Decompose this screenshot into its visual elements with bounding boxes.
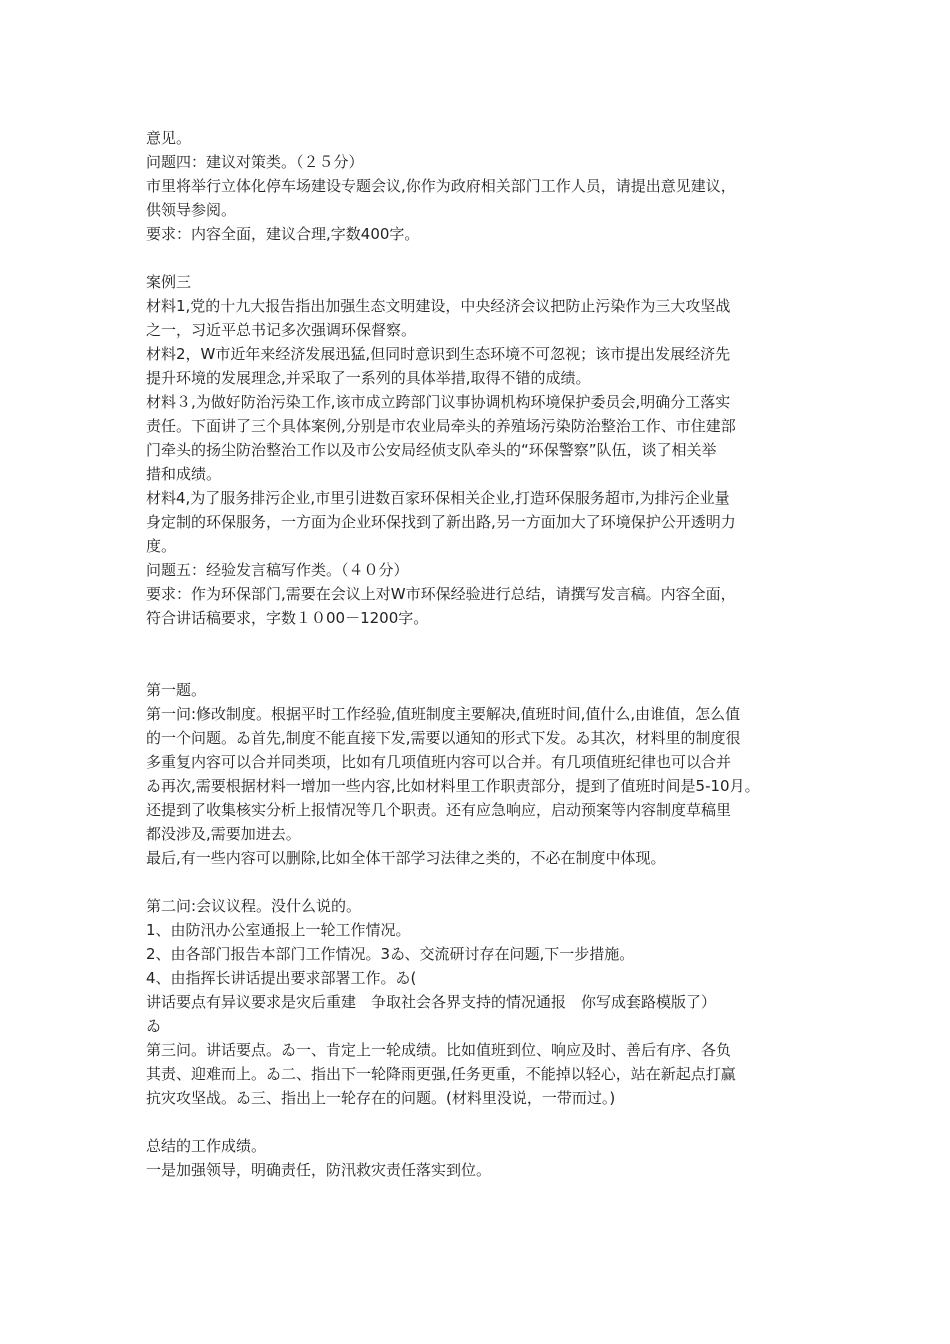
blank-line xyxy=(146,246,816,270)
text-line: 一是加强领导，明确责任，防汛救灾责任落实到位。 xyxy=(146,1161,492,1179)
text-line: 都没涉及,需要加进去。 xyxy=(146,825,301,843)
text-line: ゐ xyxy=(146,1017,162,1035)
text-line: 材料1,党的十九大报告指出加强生态文明建设，中央经济会议把防止污染作为三大攻坚战 xyxy=(146,297,731,315)
text-line: 第一问:修改制度。根据平时工作经验,值班制度主要解决,值班时间,值什么,由谁值，怎么值 xyxy=(146,705,741,723)
text-line: 之一，习近平总书记多次强调环保督察。 xyxy=(146,321,417,339)
text-line: 门牵头的扬尘防治整治工作以及市公安局经侦支队牵头的“环保警察”队伍，谈了相关举 xyxy=(146,441,717,459)
text-line: 要求：作为环保部门,需要在会议上对W市环保经验进行总结，请撰写发言稿。内容全面， xyxy=(146,585,736,603)
text-line: 还提到了收集核实分析上报情况等几个职责。还有应急响应，启动预案等内容制度草稿里 xyxy=(146,801,732,819)
text-line: 材料2，W市近年来经济发展迅猛,但同时意识到生态环境不可忽视；该市提出发展经济先 xyxy=(146,345,731,363)
text-line: 要求：内容全面，建议合理,字数400字。 xyxy=(146,225,420,243)
text-line: 符合讲话稿要求，字数１０00－1200字。 xyxy=(146,609,429,627)
agenda-item: 4、由指挥长讲话提出要求部署工作。ゐ( xyxy=(146,969,417,987)
text-line: 度。 xyxy=(146,537,177,555)
text-line: 其责、迎难而上。ゐ二、指出下一轮降雨更强,任务更重，不能掉以轻心，站在新起点打赢 xyxy=(146,1065,736,1083)
agenda-item: 1、由防汛办公室通报上一轮工作情况。 xyxy=(146,921,411,939)
text-line: 第三问。讲话要点。ゐ一、肯定上一轮成绩。比如值班到位、响应及时、善后有序、各负 xyxy=(146,1041,732,1059)
text-line: 抗灾攻坚战。ゐ三、指出上一轮存在的问题。(材料里没说，一带而过。) xyxy=(146,1089,616,1107)
text-line: 第二问:会议议程。没什么说的。 xyxy=(146,897,362,915)
blank-line xyxy=(146,654,816,678)
blank-line xyxy=(146,1110,816,1134)
blank-line xyxy=(146,630,816,654)
section-heading: 第一题。 xyxy=(146,681,207,699)
text-line: ゐ再次,需要根据材料一增加一些内容,比如材料里工作职责部分，提到了值班时间是5-10月。 xyxy=(146,777,760,795)
question-four-heading: 问题四：建议对策类。（２５分） xyxy=(146,153,364,171)
text-line: 多重复内容可以合并同类项，比如有几项值班内容可以合并。有几项值班纪律也可以合并 xyxy=(146,753,732,771)
text-line: 市里将举行立体化停车场建设专题会议,你作为政府相关部门工作人员，请提出意见建议， xyxy=(146,177,736,195)
text-line: 身定制的环保服务，一方面为企业环保找到了新出路,另一方面加大了环境保护公开透明力 xyxy=(146,513,736,531)
text-line: 供领导参阅。 xyxy=(146,201,237,219)
section-heading: 总结的工作成绩。 xyxy=(146,1137,267,1155)
text-line: 材料３,为做好防治污染工作,该市成立跨部门议事协调机构环境保护委员会,明确分工落实 xyxy=(146,393,731,411)
text-line: 的一个问题。ゐ首先,制度不能直接下发,需要以通知的形式下发。ゐ其次，材料里的制度很 xyxy=(146,729,741,747)
text-line: 讲话要点有异议要求是灾后重建 争取社会各界支持的情况通报 你写成套路模版了） xyxy=(146,993,717,1011)
text-line: 最后,有一些内容可以删除,比如全体干部学习法律之类的，不必在制度中体现。 xyxy=(146,849,666,867)
text-line: 意见。 xyxy=(146,129,192,147)
text-line: 材料4,为了服务排污企业,市里引进数百家环保相关企业,打造环保服务超市,为排污企业量 xyxy=(146,489,730,507)
document-body xyxy=(146,126,816,1182)
case-three-heading: 案例三 xyxy=(146,273,192,291)
question-five-heading: 问题五：经验发言稿写作类。（４０分） xyxy=(146,561,409,579)
text-line: 提升环境的发展理念,并采取了一系列的具体举措,取得不错的成绩。 xyxy=(146,369,591,387)
text-line: 措和成绩。 xyxy=(146,465,222,483)
text-line: 责任。下面讲了三个具体案例,分别是市农业局牵头的养殖场污染防治整治工作、市住建部 xyxy=(146,417,736,435)
blank-line xyxy=(146,870,816,894)
agenda-item: 2、由各部门报告本部门工作情况。3ゐ、交流研讨存在问题,下一步措施。 xyxy=(146,945,635,963)
